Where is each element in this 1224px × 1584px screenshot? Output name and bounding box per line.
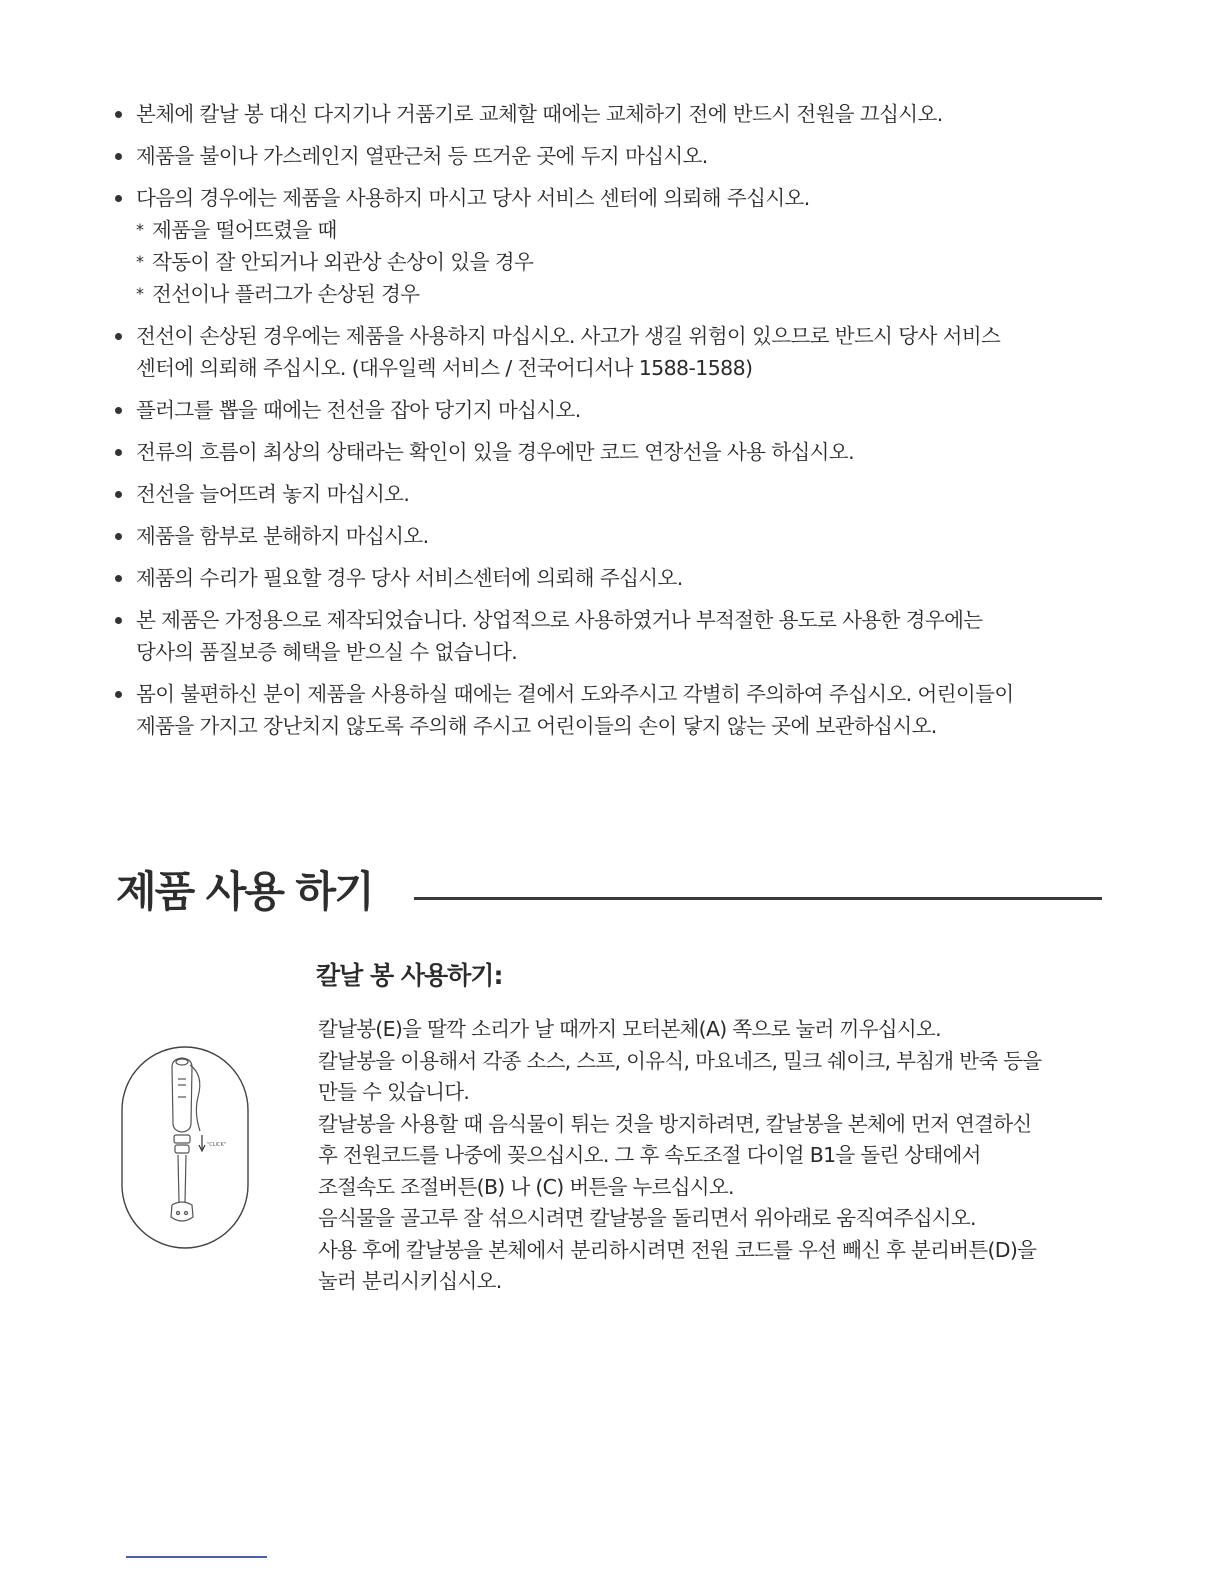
bullet-dot-icon (115, 617, 122, 624)
usage-line: 칼날봉을 사용할 때 음식물이 튀는 것을 방지하려면, 칼날봉을 본체에 먼저 연결하신 (318, 1111, 1032, 1136)
usage-line: 사용 후에 칼날봉을 본체에서 분리하시려면 전원 코드를 우선 빼신 후 분리버튼(D)을 (318, 1237, 1037, 1262)
list-item (113, 436, 1113, 468)
sub-item: * 제품을 떨어뜨렸을 때 (136, 214, 1113, 246)
list-item-text: 제품을 가지고 장난치지 않도록 주의해 주시고 어린이들의 손이 닿지 않는 곳에 보관하십시오. (136, 714, 937, 738)
bullet-dot-icon (115, 153, 122, 160)
section-title: 제품 사용 하기 (116, 867, 373, 916)
click-label: "CLICK" (207, 1142, 227, 1148)
usage-line: 조절속도 조절버튼(B) 나 (C) 버튼을 누르십시오. (318, 1174, 734, 1199)
list-item (113, 394, 1113, 426)
list-item-text: 전선을 늘어뜨려 놓지 마십시오. (136, 482, 410, 506)
list-item-text: 본체에 칼날 봉 대신 다지기나 거품기로 교체할 때에는 교체하기 전에 반드시 전원을 끄십시오. (136, 102, 943, 126)
asterisk-icon: * (136, 252, 144, 271)
list-item-text: 다음의 경우에는 제품을 사용하지 마시고 당사 서비스 센터에 의뢰해 주십시오. (136, 186, 810, 210)
sub-item: * 작동이 잘 안되거나 외관상 손상이 있을 경우 (136, 246, 1113, 278)
list-item (113, 678, 1113, 742)
list-item-text: 센터에 의뢰해 주십시오. (대우일렉 서비스 / 전국어디서나 1588-1588) (136, 356, 753, 380)
list-item (113, 562, 1113, 594)
blender-icon (171, 1058, 205, 1221)
sub-item: * 전선이나 플러그가 손상된 경우 (136, 278, 1113, 310)
list-item-text: 플러그를 뽑을 때에는 전선을 잡아 당기지 마십시오. (136, 398, 581, 422)
footer-divider (126, 1556, 267, 1558)
bullet-dot-icon (115, 333, 122, 340)
asterisk-icon: * (136, 220, 144, 239)
list-item (113, 520, 1113, 552)
title-divider (414, 897, 1102, 900)
usage-line: 칼날봉(E)을 딸깍 소리가 날 때까지 모터본체(A) 쪽으로 눌러 끼우십시오. (318, 1017, 941, 1041)
bullet-dot-icon (115, 491, 122, 498)
list-item (113, 320, 1113, 384)
list-item-text: 본 제품은 가정용으로 제작되었습니다. 상업적으로 사용하였거나 부적절한 용도로 사용한 경우에는 (136, 608, 983, 632)
list-item-text: 제품의 수리가 필요할 경우 당사 서비스센터에 의뢰해 주십시오. (136, 566, 683, 590)
list-item (113, 478, 1113, 510)
usage-line: 칼날봉을 이용해서 각종 소스, 스프, 이유식, 마요네즈, 밀크 쉐이크, 부침개 반죽 등을 (318, 1048, 1042, 1073)
usage-line: 눌러 분리시키십시오. (318, 1269, 502, 1293)
bullet-dot-icon (115, 195, 122, 202)
bullet-dot-icon (115, 449, 122, 456)
illustration-frame (122, 1047, 248, 1248)
list-item-text: 당사의 품질보증 혜택을 받으실 수 없습니다. (136, 640, 518, 664)
bullet-dot-icon (115, 533, 122, 540)
list-item-text: 전류의 흐름이 최상의 상태라는 확인이 있을 경우에만 코드 연장선을 사용 하십시오. (136, 440, 854, 464)
list-item-text: 몸이 불편하신 분이 제품을 사용하실 때에는 곁에서 도와주시고 각별히 주의하여 주십시오. 어린이들이 (136, 682, 1014, 706)
precautions-list (113, 98, 1113, 752)
sub-heading: 칼날 봉 사용하기: (316, 961, 503, 990)
bullet-dot-icon (115, 111, 122, 118)
list-item-text: 전선이 손상된 경우에는 제품을 사용하지 마십시오. 사고가 생길 위험이 있으므로 반드시 당사 서비스 (136, 324, 1001, 348)
list-item-text: 제품을 함부로 분해하지 마십시오. (136, 524, 429, 548)
hand-blender-illustration (120, 1045, 250, 1250)
bullet-dot-icon (115, 407, 122, 414)
usage-line: 만들 수 있습니다. (318, 1080, 470, 1104)
usage-line: 후 전원코드를 나중에 꽂으십시오. 그 후 속도조절 다이얼 B1을 돌린 상태에서 (318, 1143, 981, 1167)
bullet-dot-icon (115, 575, 122, 582)
list-item (113, 182, 1113, 310)
usage-text (318, 1014, 1108, 1298)
usage-line: 음식물을 골고루 잘 섞으시려면 칼날봉을 돌리면서 위아래로 움직여주십시오. (318, 1206, 976, 1230)
asterisk-icon: * (136, 284, 144, 303)
list-item (113, 604, 1113, 668)
bullet-dot-icon (115, 691, 122, 698)
list-item-text: 제품을 불이나 가스레인지 열판근처 등 뜨거운 곳에 두지 마십시오. (136, 144, 708, 168)
list-item (113, 140, 1113, 172)
list-item (113, 98, 1113, 130)
